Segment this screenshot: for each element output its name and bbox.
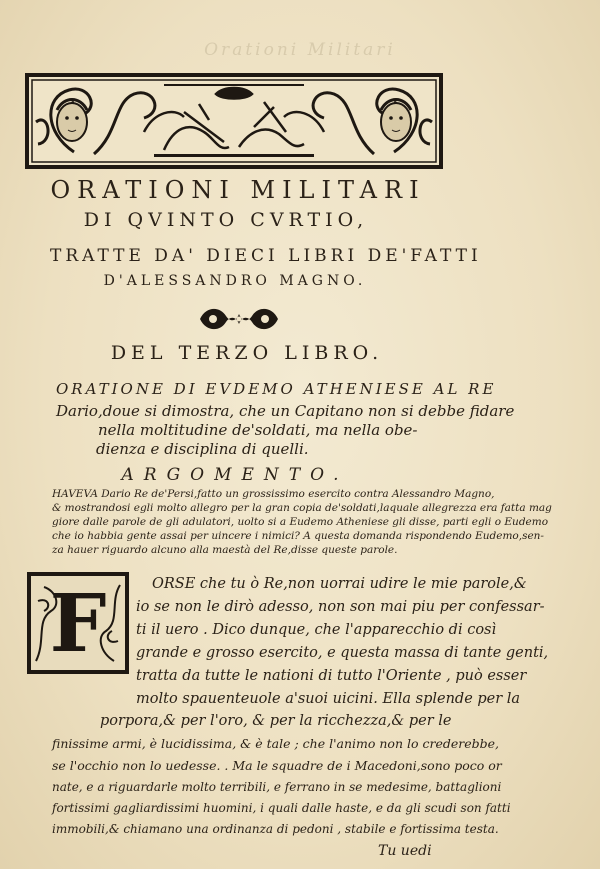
oration-heading: ORATIONE DI EVDEMO ATHENIESE AL RE	[56, 380, 497, 398]
book-heading: DEL TERZO LIBRO.	[110, 342, 384, 364]
body-line: ORSE che tu ò Re,non uorrai udire le mie parole,&	[152, 576, 527, 592]
body-line: molto spauenteuole a'suoi uicini. Ella splende per la	[136, 691, 521, 707]
oration-line: dienza e disciplina di quelli.	[96, 440, 309, 458]
ornamental-headpiece	[24, 72, 444, 170]
body-line: ti il uero . Dico dunque, che l'apparecchio di così	[136, 622, 497, 638]
author-line: DI QVINTO CVRTIO,	[83, 209, 369, 231]
oration-line: nella moltitudine de'soldati, ma nella obe-	[98, 421, 418, 439]
argomento-label: ARGOMENTO.	[121, 465, 349, 485]
body-line: finissime armi, è lucidissima, & è tale ; che l'animo non lo crederebbe,	[52, 736, 499, 751]
main-title: ORATIONI MILITARI	[50, 176, 426, 204]
right-mask-face	[381, 100, 411, 142]
body-line: se l'occhio non lo uedesse. . Ma le squadre de i Macedoni,sono poco or	[52, 758, 502, 773]
body-line: grande e grosso esercito, e questa massa di tante genti,	[136, 645, 549, 661]
oration-line: Dario,doue si dimostra, che un Capitano non si debbe fidare	[56, 402, 515, 420]
initial-frame	[26, 571, 130, 675]
subtitle-line: TRATTE DA' DIECI LIBRI DE'FATTI	[50, 246, 482, 266]
argomento-line: che io habbia gente assai per uincere i nimici? A questa domanda rispondendo Eudemo,sen-	[52, 530, 544, 542]
bleed-through-text: Orationi Militari	[204, 40, 396, 60]
body-line: io se non le dirò adesso, non son mai piu per confessar-	[136, 599, 545, 615]
decorated-initial	[26, 571, 130, 675]
argomento-line: giore dalle parole de gli adulatori, uolto si a Eudemo Atheniese gli disse, parti egli o Eudemo	[52, 516, 549, 528]
body-line: nate, e a riguardarle molto terribili, e ferrano in se medesime, battaglioni	[52, 780, 502, 794]
body-line: porpora,& per l'oro, & per la ricchezza,& per le	[100, 713, 452, 729]
body-line: tratta da tutte le nationi di tutto l'Oriente , può esser	[136, 668, 527, 684]
body-line: fortissimi gagliardissimi huomini, i quali dalle haste, e da gli scudi son fatti	[52, 801, 511, 815]
argomento-line: HAVEVA Dario Re de'Persi,fatto un grossissimo esercito contra Alessandro Magno,	[52, 488, 495, 500]
left-mask-face	[57, 100, 87, 142]
subtitle-line-2: D'ALESSANDRO MAGNO.	[103, 273, 367, 289]
initial-letter: F	[49, 576, 107, 670]
fleuron-ornament	[196, 302, 282, 336]
argomento-line: & mostrandosi egli molto allegro per la gran copia de'soldati,laquale allegrezza era fatta mag	[52, 502, 552, 514]
catchword: Tu uedi	[378, 843, 432, 859]
argomento-line: za hauer riguardo alcuno alla maestà del Re,disse queste parole.	[52, 544, 398, 556]
body-line: immobili,& chiamano una ordinanza di pedoni , stabile e fortissima testa.	[52, 822, 499, 836]
